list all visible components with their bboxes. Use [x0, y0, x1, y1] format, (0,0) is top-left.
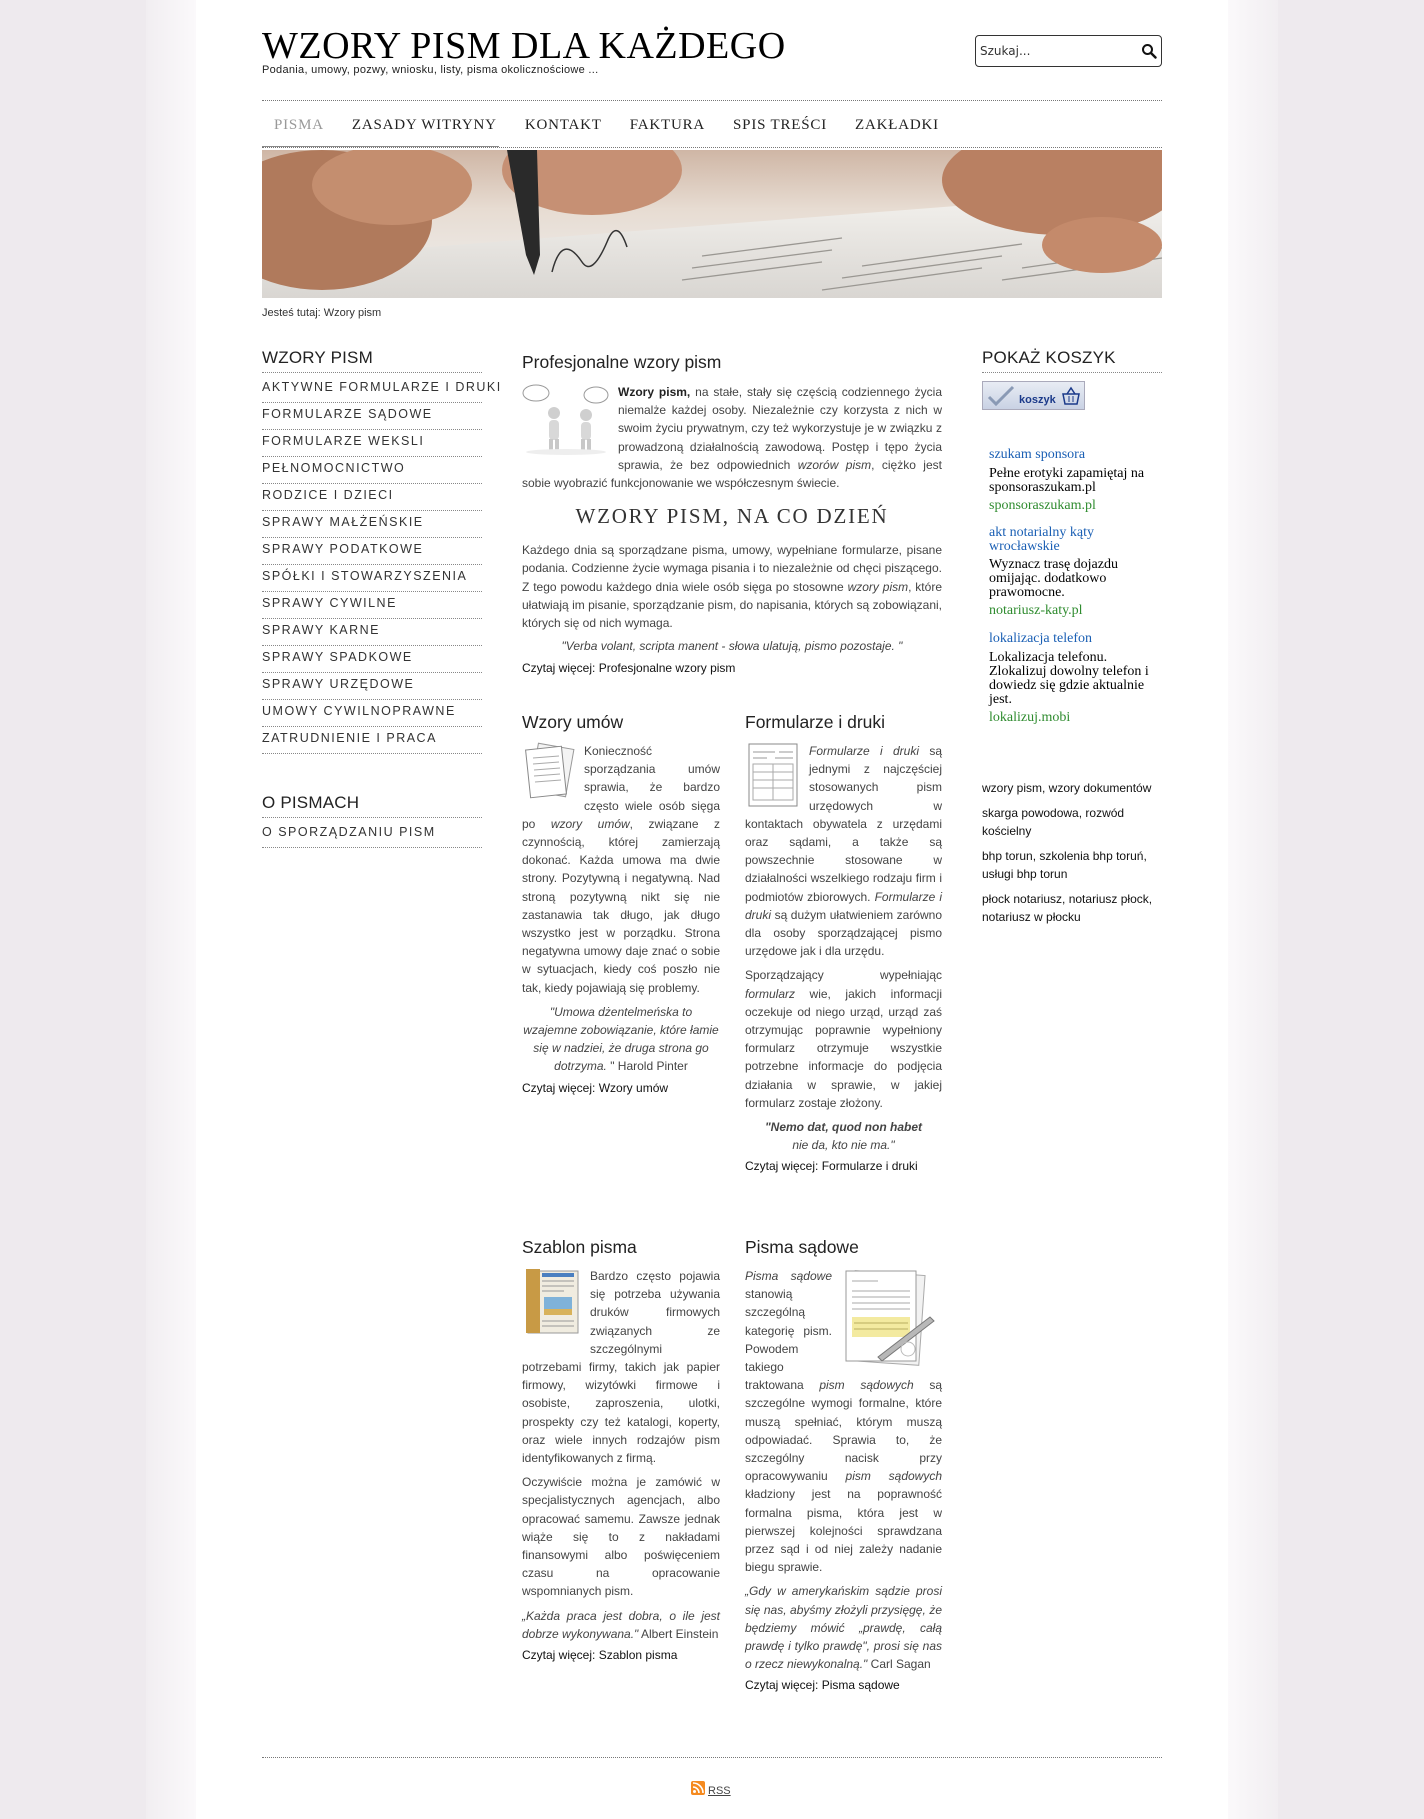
post-text: Bardzo często pojawia się potrzeba używania druków firmowych związanych ze szczególnymi potrzebami firmy, takich jak papier firmowy, wizytówki firmowe i osobiste, zaproszenia, ulotki, prospekty czy też katalogi, koperty, oraz wiele innych rodzajów pism identyfikowanych z firmą.: [522, 1269, 720, 1466]
search-box: [975, 35, 1162, 67]
post-quote-text: „Gdy w amerykańskim sądzie prosi się nas, abyśmy złożyli przysięgę, że będziemy mówić „prawdę, całą prawdę i tylko prawdę", prosi się nas o rzecz niewykonalną.": [745, 1584, 942, 1672]
post-quote-text: „Każda praca jest dobra, o ile jest dobrze wykonywana.": [522, 1608, 720, 1641]
sidebar-item-sprawy-cywilne[interactable]: SPRAWY CYWILNE: [262, 592, 482, 619]
nav-item-zakladki[interactable]: ZAKŁADKI: [855, 117, 939, 133]
contract-document-icon: [522, 742, 576, 802]
post-title-formularze-i-druki[interactable]: Formularze i druki: [745, 712, 886, 732]
post-text: wie, jakich informacji oczekuje od niego urząd, urząd zaś otrzymując poprawnie wypełniony formularz otrzymuje wszystkie potrzebne informacje do podjęcia działania w sprawie, w jakiej formularz zostaje złożony.: [745, 986, 942, 1110]
post-text-italic: pism sądowych: [845, 1469, 943, 1484]
ad-item: [989, 526, 1159, 619]
post-text-italic: pism sądowych: [819, 1378, 914, 1393]
post-title-wzory-umow[interactable]: Wzory umów: [522, 712, 624, 732]
post-text-italic: Formularze i druki: [745, 889, 942, 922]
post-quote-author: " Harold Pinter: [606, 1059, 688, 1074]
sidebar-item-aktywne-formularze[interactable]: AKTYWNE FORMULARZE I DRUKI: [262, 376, 482, 403]
post-title-profesjonalne-wzory-pism[interactable]: Profesjonalne wzory pism: [522, 352, 722, 372]
brochure-template-icon: [522, 1267, 582, 1337]
post-text-italic: wzory umów: [550, 816, 630, 831]
read-more-link[interactable]: Czytaj więcej: Wzory umów: [522, 1080, 669, 1095]
sidebar-divider: [982, 372, 1162, 373]
nav-divider: [262, 147, 1162, 148]
post-heading-wzory-pism-na-co-dzien: WZORY PISM, NA CO DZIEŃ: [575, 504, 889, 529]
read-more-link[interactable]: Czytaj więcej: Formularze i druki: [745, 1159, 918, 1174]
post-text: , które ułatwiają im pisanie, sporządzanie pism, do napisania, których są zobowiązani, których się od nich wymaga.: [522, 579, 942, 631]
partner-links: [982, 779, 1162, 926]
post-quote: "Verba volant, scripta manent - słowa ulatują, pismo pozostaje. ": [561, 639, 903, 654]
post-szablon-pisma: [522, 1267, 720, 1662]
partner-link[interactable]: wzory pism, wzory dokumentów: [982, 781, 1152, 795]
post-text: na stałe, stały się częścią codziennego życia niemalże każdej osoby. Niezależnie czy korzysta z nich w swoim życiu prywatnym, czy też wykorzystuje je w związku z prowadzoną działalnością zawodową. Postęp i tępo życia sprawia, że bez odpowiednich: [618, 385, 942, 472]
sidebar-item-zatrudnienie-i-praca[interactable]: ZATRUDNIENIE I PRACA: [262, 727, 482, 754]
basket-icon: [1061, 386, 1081, 406]
post-quote-author: Albert Einstein: [638, 1626, 719, 1641]
post-quote-bold: "Nemo dat, quod non habet: [764, 1120, 922, 1135]
site-description: Podania, umowy, pozwy, wniosku, listy, pisma okolicznościowe ...: [262, 64, 599, 76]
sidebar-item-sprawy-malzenskie[interactable]: SPRAWY MAŁŻEŃSKIE: [262, 511, 482, 538]
post-text: kładziony jest na poprawność formalna pisma, która jest w pierwszej kolejności sprawdzana przez sąd i od niej zależy nadanie biegu sprawie.: [745, 1487, 942, 1575]
post-quote-text: "Umowa dżentelmeńska to wzajemne zobowiązanie, które łamie się w nadziei, że druga strona go dotrzyma.: [523, 1004, 719, 1074]
post-text-italic: formularz: [745, 986, 796, 1001]
footer-divider: [262, 1757, 1162, 1758]
court-document-pen-icon: [838, 1267, 938, 1371]
post-text: są jednymi z najczęściej stosowanych pism urzędowych w kontaktach obywatela z urzędami oraz sądami, a także są powszechnie stosowane w działalności wszelkiego rodzaju firm i podmiotów zbiorowych.: [745, 744, 942, 904]
post-text-italic: wzorów pism: [797, 457, 872, 472]
ad-text: Pełne erotyki zapamiętaj na sponsoraszukam.pl: [989, 466, 1145, 495]
post-text-italic: wzory pism: [847, 579, 909, 594]
post-text: , ciężko jest sobie wyobrazić funkcjonowanie we współczesnym świecie.: [522, 457, 942, 491]
sidebar-item-sprawy-podatkowe[interactable]: SPRAWY PODATKOWE: [262, 538, 482, 565]
header-banner-image: [262, 150, 1162, 298]
sidebar-item-sprawy-spadkowe[interactable]: SPRAWY SPADKOWE: [262, 646, 482, 673]
ad-link[interactable]: akt notarialny kąty wrocławskie: [989, 525, 1094, 554]
partner-link[interactable]: skarga powodowa, rozwód kościelny: [982, 806, 1125, 838]
nav-item-kontakt[interactable]: KONTAKT: [524, 117, 602, 133]
post-pisma-sadowe: [745, 1267, 942, 1692]
post-wzory-umow: [522, 742, 720, 1095]
post-title-szablon-pisma[interactable]: Szablon pisma: [522, 1237, 637, 1257]
ad-item: [989, 631, 1159, 726]
sidebar-item-pelnomocnictwo[interactable]: PEŁNOMOCNICTWO: [262, 457, 482, 484]
post-text: , związane z czynnością, której zamierzają dokonać. Każda umowa ma dwie strony. Pozytywną i negatywną. Nad stroną pozytywną nikt się nie zastanawia tak długo, jak długo wszystko jest w porządku. Strona negatywna umowy daje znać o sobie w sytuacjach, kiedy coś poszło nie tak, kiedy pojawiają się problemy.: [522, 816, 720, 995]
sidebar-item-formularze-weksli[interactable]: FORMULARZE WEKSLI: [262, 430, 482, 457]
sidebar-item-rodzice-i-dzieci[interactable]: RODZICE I DZIECI: [262, 484, 482, 511]
people-talking-icon: [522, 383, 610, 455]
post-quote: [522, 1607, 720, 1643]
partner-link[interactable]: bhp torun, szkolenia bhp toruń, usługi bhp torun: [982, 849, 1147, 881]
post-quote: [745, 1582, 942, 1673]
sidebar-item-sprawy-urzedowe[interactable]: SPRAWY URZĘDOWE: [262, 673, 482, 700]
post-text: Sporządzający wypełniając: [745, 968, 942, 983]
sidebar-title-wzory-pism: WZORY PISM: [262, 348, 373, 367]
nav-item-spis-tresci[interactable]: SPIS TREŚCI: [733, 117, 828, 133]
read-more-link[interactable]: Czytaj więcej: Szablon pisma: [522, 1648, 678, 1663]
main-nav: [262, 101, 1162, 145]
nav-item-pisma[interactable]: PISMA: [274, 117, 324, 133]
sidebar-divider: [262, 817, 482, 818]
post-quote: [522, 1003, 720, 1076]
partner-link[interactable]: płock notariusz, notariusz płock, notariusz w płocku: [982, 892, 1153, 924]
ad-url[interactable]: sponsoraszukam.pl: [989, 498, 1096, 513]
rss-link[interactable]: [691, 1780, 731, 1796]
nav-item-zasady-witryny[interactable]: ZASADY WITRYNY: [351, 117, 497, 133]
post-text-italic: Pisma sądowe: [745, 1269, 832, 1283]
rss-icon: [691, 1781, 705, 1795]
post-profesjonalne-wzory-pism: [522, 383, 942, 675]
search-input[interactable]: [980, 41, 1130, 61]
post-formularze-i-druki: [745, 742, 942, 1173]
post-text: Konieczność sporządzania umów sprawia, że bardzo często wiele osób sięga po: [522, 744, 720, 831]
post-text: Każdego dnia są sporządzane pisma, umowy, wypełniane formularze, pisane podania. Codzienne życie wymaga pisania i to niezależnie od chęci piszącego. Z tego powodu każdego dnia wiele osób sięga po stosowne: [522, 543, 942, 594]
sidebar-item-formularze-sadowe[interactable]: FORMULARZE SĄDOWE: [262, 403, 482, 430]
post-text: są dużym ułatwieniem zarówno dla osoby sporządzającej pismo urzędowe jak i dla urzędu.: [745, 907, 942, 959]
post-text-bold: Wzory pism,: [618, 385, 691, 399]
checkmark-icon: [986, 385, 1016, 407]
post-title-pisma-sadowe[interactable]: Pisma sądowe: [745, 1237, 859, 1257]
cart-label: koszyk: [1019, 394, 1056, 406]
sidebar-item-spolki-i-stowarzyszenia[interactable]: SPÓŁKI I STOWARZYSZENIA: [262, 565, 482, 592]
sidebar-item-umowy-cywilnoprawne[interactable]: UMOWY CYWILNOPRAWNE: [262, 700, 482, 727]
post-text: stanowią szczególną kategorię pism. Powodem takiego traktowana: [745, 1287, 832, 1393]
search-icon[interactable]: [1141, 43, 1157, 59]
sponsored-ads: [989, 447, 1159, 726]
post-quote: [745, 1118, 942, 1154]
site-title[interactable]: WZORY PISM DLA KAŻDEGO: [262, 25, 786, 67]
post-quote-text: nie da, kto nie ma.": [792, 1138, 895, 1153]
breadcrumb: Jesteś tutaj: Wzory pism: [262, 307, 382, 319]
ad-text: Wyznacz trasę dojazdu omijając. dodatkowo prawomocne.: [989, 557, 1118, 600]
sidebar-item-sprawy-karne[interactable]: SPRAWY KARNE: [262, 619, 482, 646]
ad-text: Lokalizacja telefonu. Zlokalizuj dowolny telefon i dowiedz się gdzie aktualnie jest.: [989, 650, 1149, 707]
rss-label: RSS: [708, 1785, 731, 1797]
cart-button[interactable]: [982, 381, 1085, 410]
page: [196, 0, 1228, 1819]
sidebar-title-o-pismach: O PISMACH: [262, 793, 360, 812]
post-text-italic: Formularze i druki: [809, 744, 919, 758]
read-more-link[interactable]: Czytaj więcej: Profesjonalne wzory pism: [522, 661, 736, 676]
form-document-icon: [745, 742, 801, 810]
post-text: Oczywiście można je zamówić w specjalistycznych agencjach, albo opracować samemu. Zawsze jednak wiąże się to z nakładami finansowymi albo poświęceniem czasu na opracowanie wspomnianych pism.: [522, 1475, 720, 1599]
ad-url[interactable]: lokalizuj.mobi: [989, 710, 1071, 725]
sidebar-divider: [262, 372, 482, 373]
post-quote-author: Carl Sagan: [867, 1657, 931, 1672]
ad-link[interactable]: lokalizacja telefon: [989, 631, 1092, 646]
sidebar-title-pokaz-koszyk: POKAŻ KOSZYK: [982, 348, 1116, 367]
nav-item-faktura[interactable]: FAKTURA: [629, 117, 706, 133]
post-text: są szczególne wymogi formalne, które muszą spełniać, którym muszą odpowiadać. Sprawia to, że szczególny nacisk przy opracowywaniu: [745, 1378, 942, 1484]
ad-link[interactable]: szukam sponsora: [989, 447, 1086, 462]
sidebar-item-o-sporzadzaniu-pism[interactable]: O SPORZĄDZANIU PISM: [262, 821, 482, 848]
ad-item: [989, 447, 1159, 514]
read-more-link[interactable]: Czytaj więcej: Pisma sądowe: [745, 1678, 900, 1693]
ad-url[interactable]: notariusz-katy.pl: [989, 603, 1083, 618]
